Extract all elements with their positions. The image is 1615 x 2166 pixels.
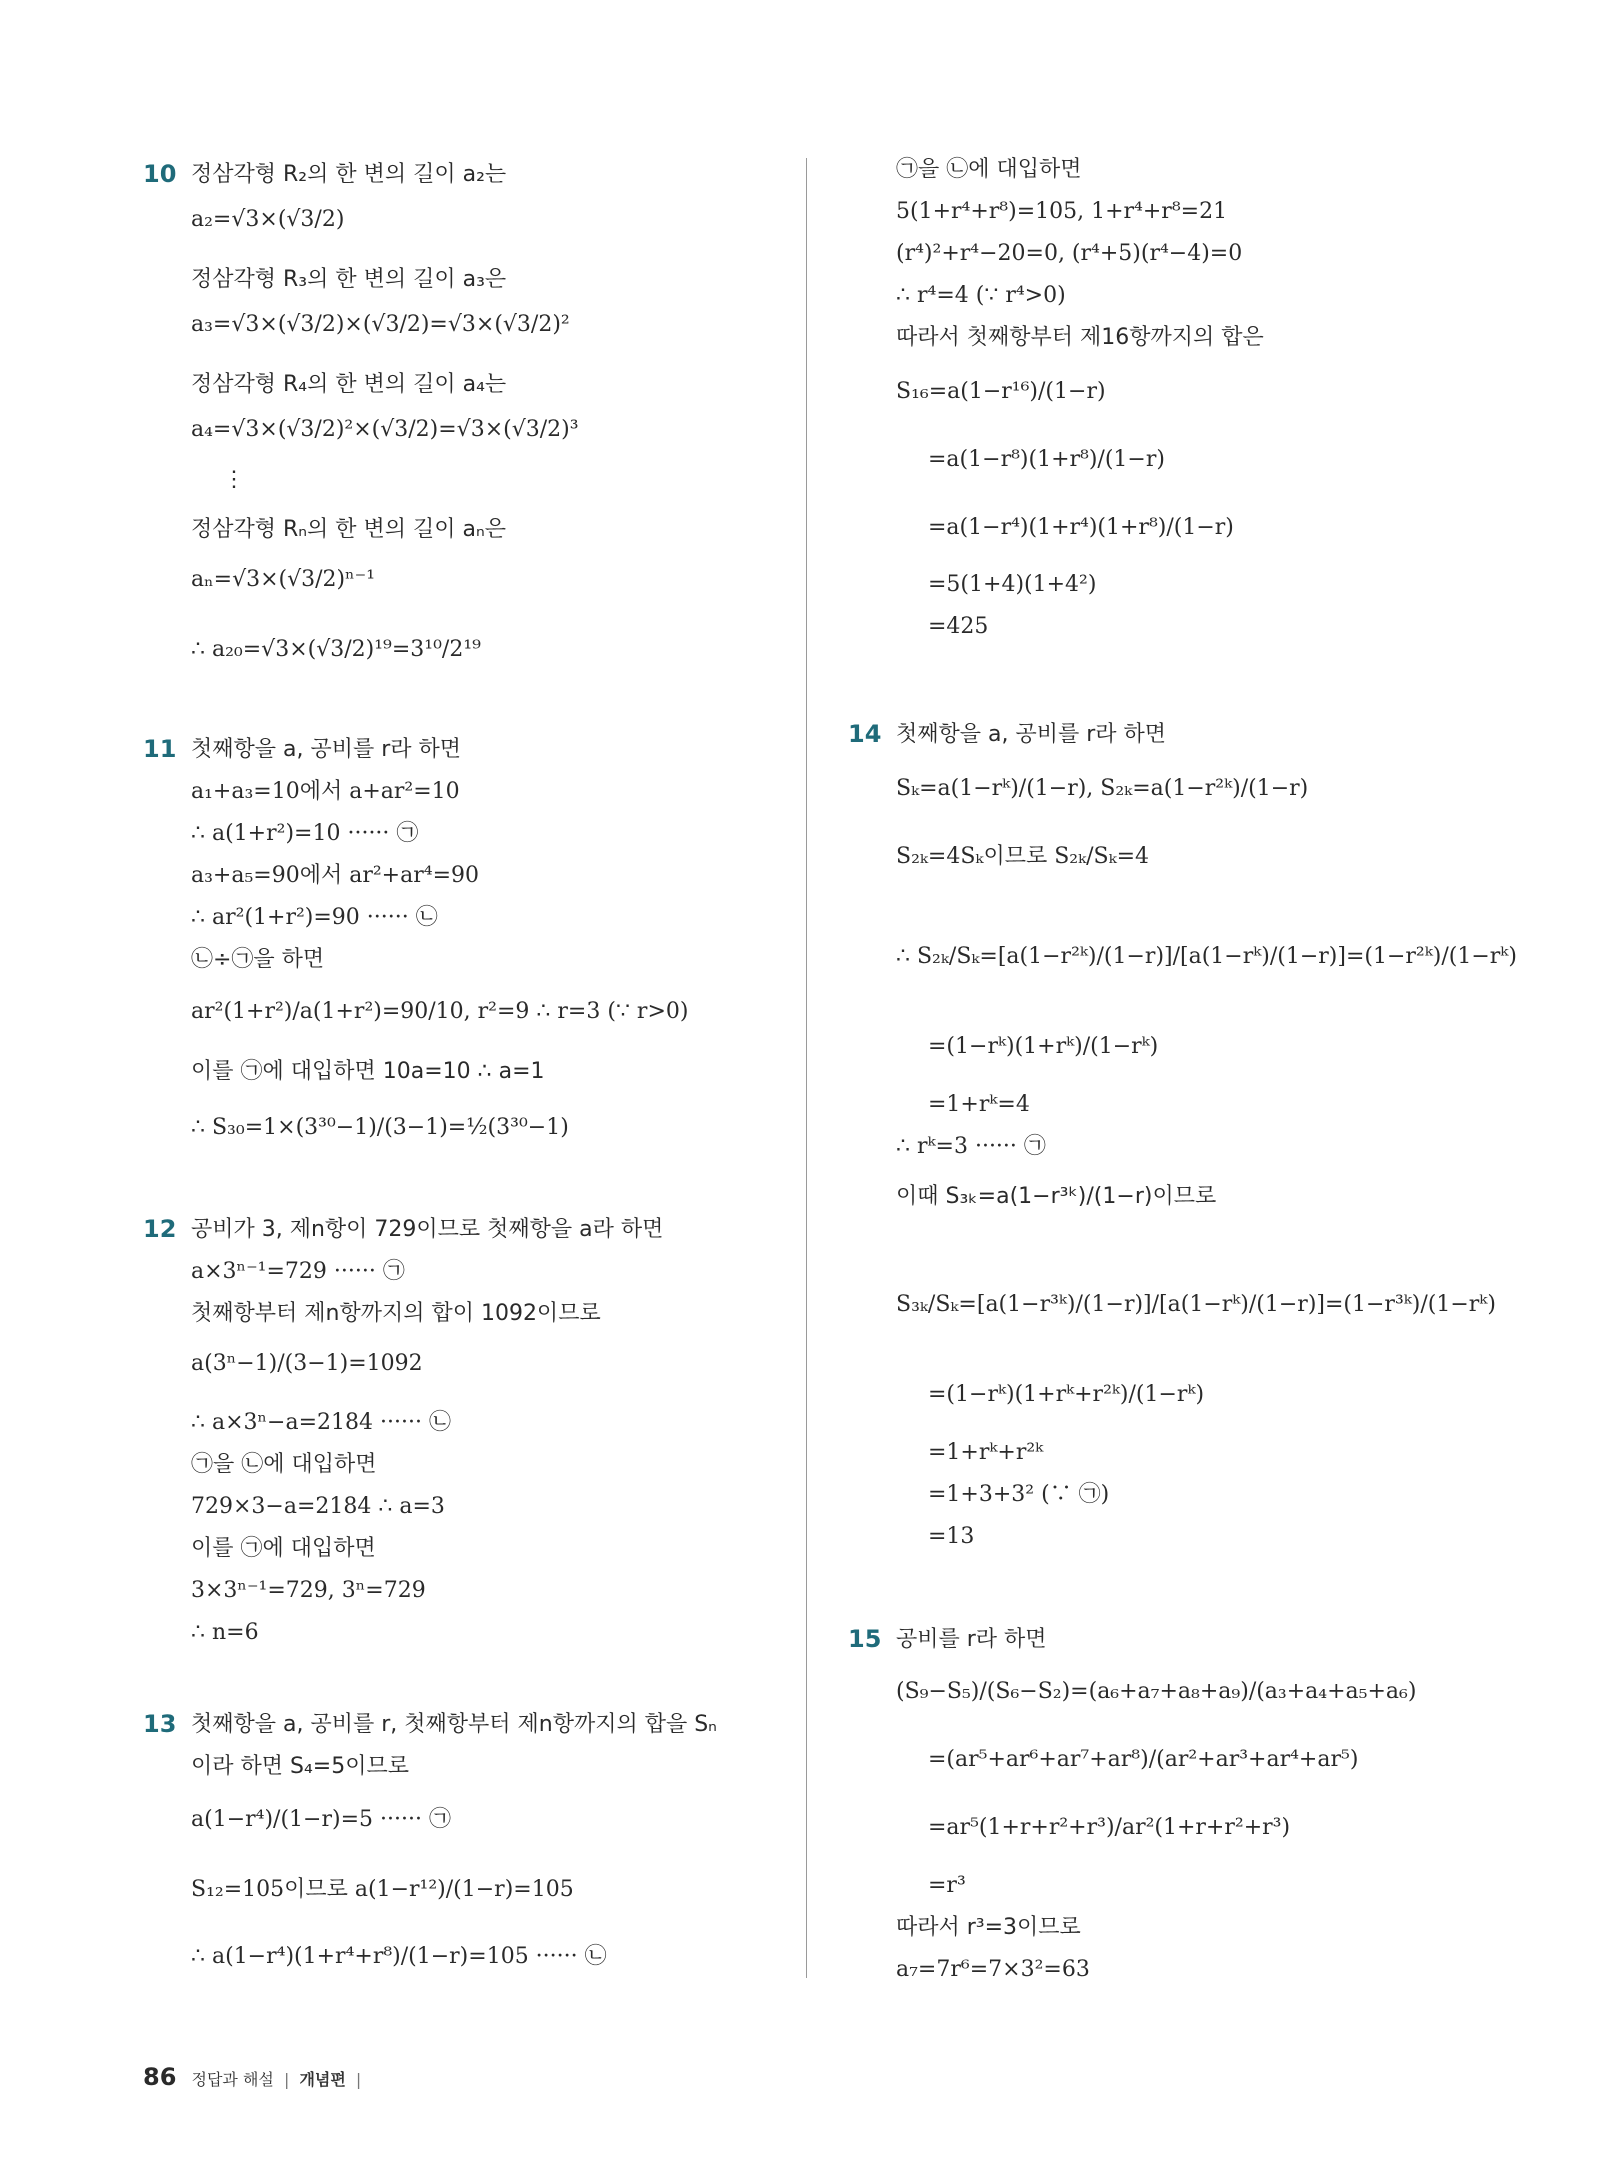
solution-line: =5(1+4)(1+4²) xyxy=(928,572,1097,597)
problem-number: 12 xyxy=(143,1215,177,1243)
solution-line: ∴ a₂₀=√3×(√3/2)¹⁹=3¹⁰/2¹⁹ xyxy=(191,637,481,662)
solution-line: ㉠을 ㉡에 대입하면 xyxy=(191,1452,377,1477)
solution-line: 이를 ㉠에 대입하면 xyxy=(191,1536,376,1561)
solution-line: ㉠을 ㉡에 대입하면 xyxy=(896,157,1082,182)
page-footer xyxy=(143,2063,366,2091)
footer-separator: | xyxy=(355,2070,362,2089)
footer-section: 개념편 xyxy=(299,2070,346,2089)
solution-line: 이라 하면 S₄=5이므로 xyxy=(191,1754,409,1779)
solution-line: 첫째항을 a, 공비를 r라 하면 xyxy=(191,737,462,762)
solution-line: =1+rᵏ=4 xyxy=(928,1092,1030,1117)
solution-line: a₁+a₃=10에서 a+ar²=10 xyxy=(191,779,460,804)
solution-line: ∴ r⁴=4 (∵ r⁴>0) xyxy=(896,283,1066,308)
solution-line: 정삼각형 R₄의 한 변의 길이 a₄는 xyxy=(191,372,507,397)
solution-line: =425 xyxy=(928,614,989,639)
solution-line: 3×3ⁿ⁻¹=729, 3ⁿ=729 xyxy=(191,1578,426,1603)
solution-line: 729×3−a=2184 ∴ a=3 xyxy=(191,1494,445,1519)
solution-line: a₂=√3×(√3/2) xyxy=(191,207,345,232)
solution-line: =1+3+3² (∵ ㉠) xyxy=(928,1482,1110,1507)
solution-line: Sₖ=a(1−rᵏ)/(1−r), S₂ₖ=a(1−r²ᵏ)/(1−r) xyxy=(896,776,1309,801)
solution-line: 이때 S₃ₖ=a(1−r³ᵏ)/(1−r)이므로 xyxy=(896,1184,1217,1209)
solution-line: 5(1+r⁴+r⁸)=105, 1+r⁴+r⁸=21 xyxy=(896,199,1228,224)
page-number: 86 xyxy=(143,2063,177,2091)
solution-line: 공비가 3, 제n항이 729이므로 첫째항을 a라 하면 xyxy=(191,1217,664,1242)
solution-line: ∴ S₂ₖ/Sₖ=[a(1−r²ᵏ)/(1−r)]/[a(1−rᵏ)/(1−r)]=(1−r²ᵏ)/(1−rᵏ) xyxy=(896,944,1517,969)
solution-line: a(3ⁿ−1)/(3−1)=1092 xyxy=(191,1351,423,1376)
solution-line: S₂ₖ=4Sₖ이므로 S₂ₖ/Sₖ=4 xyxy=(896,844,1150,869)
solution-line: ∴ a×3ⁿ−a=2184 ······ ㉡ xyxy=(191,1410,451,1435)
solution-line: ㉡÷㉠을 하면 xyxy=(191,947,325,972)
column-divider xyxy=(806,158,807,1978)
solution-line: a₃=√3×(√3/2)×(√3/2)=√3×(√3/2)² xyxy=(191,312,570,337)
solution-line: =ar⁵(1+r+r²+r³)/ar²(1+r+r²+r³) xyxy=(928,1815,1291,1840)
problem-number: 10 xyxy=(143,160,177,188)
solution-line: 정삼각형 R₂의 한 변의 길이 a₂는 xyxy=(191,162,507,187)
solution-line: ∴ S₃₀=1×(3³⁰−1)/(3−1)=½(3³⁰−1) xyxy=(191,1115,569,1140)
solution-line: aₙ=√3×(√3/2)ⁿ⁻¹ xyxy=(191,567,376,592)
solution-line: ar²(1+r²)/a(1+r²)=90/10, r²=9 ∴ r=3 (∵ r>0) xyxy=(191,999,689,1024)
solution-line: =(1−rᵏ)(1+rᵏ)/(1−rᵏ) xyxy=(928,1034,1159,1059)
footer-separator: | xyxy=(283,2070,290,2089)
solution-line: =a(1−r⁴)(1+r⁴)(1+r⁸)/(1−r) xyxy=(928,515,1234,540)
problem-number: 15 xyxy=(848,1625,882,1653)
solution-line: (r⁴)²+r⁴−20=0, (r⁴+5)(r⁴−4)=0 xyxy=(896,241,1243,266)
solution-line: S₃ₖ/Sₖ=[a(1−r³ᵏ)/(1−r)]/[a(1−rᵏ)/(1−r)]=(1−r³ᵏ)/(1−rᵏ) xyxy=(896,1292,1496,1317)
solution-line: =13 xyxy=(928,1524,975,1549)
solution-line: =(1−rᵏ)(1+rᵏ+r²ᵏ)/(1−rᵏ) xyxy=(928,1382,1205,1407)
solution-line: a₄=√3×(√3/2)²×(√3/2)=√3×(√3/2)³ xyxy=(191,417,579,442)
solution-line: =(ar⁵+ar⁶+ar⁷+ar⁸)/(ar²+ar³+ar⁴+ar⁵) xyxy=(928,1747,1359,1772)
solution-line: S₁₂=105이므로 a(1−r¹²)/(1−r)=105 xyxy=(191,1877,574,1902)
solution-line: S₁₆=a(1−r¹⁶)/(1−r) xyxy=(896,379,1106,404)
solution-line: ∴ a(1+r²)=10 ······ ㉠ xyxy=(191,821,419,846)
solution-line: 첫째항부터 제n항까지의 합이 1092이므로 xyxy=(191,1301,601,1326)
solution-line: 첫째항을 a, 공비를 r라 하면 xyxy=(896,722,1167,747)
problem-number: 13 xyxy=(143,1710,177,1738)
solution-line: a₇=7r⁶=7×3²=63 xyxy=(896,1957,1090,1982)
solution-line: ∴ rᵏ=3 ······ ㉠ xyxy=(896,1134,1046,1159)
solution-line: 정삼각형 Rₙ의 한 변의 길이 aₙ은 xyxy=(191,517,507,542)
solution-line: 따라서 r³=3이므로 xyxy=(896,1915,1081,1940)
solution-line: 이를 ㉠에 대입하면 10a=10 ∴ a=1 xyxy=(191,1059,545,1084)
solution-line: a×3ⁿ⁻¹=729 ······ ㉠ xyxy=(191,1259,405,1284)
solution-line: ∴ a(1−r⁴)(1+r⁴+r⁸)/(1−r)=105 ······ ㉡ xyxy=(191,1944,607,1969)
solution-line: =a(1−r⁸)(1+r⁸)/(1−r) xyxy=(928,447,1165,472)
solution-line: =1+rᵏ+r²ᵏ xyxy=(928,1440,1044,1465)
solution-line: a₃+a₅=90에서 ar²+ar⁴=90 xyxy=(191,863,479,888)
solution-line: (S₉−S₅)/(S₆−S₂)=(a₆+a₇+a₈+a₉)/(a₃+a₄+a₅+a₆) xyxy=(896,1679,1417,1704)
solution-line: 정삼각형 R₃의 한 변의 길이 a₃은 xyxy=(191,267,507,292)
solution-line: 첫째항을 a, 공비를 r, 첫째항부터 제n항까지의 합을 Sₙ xyxy=(191,1712,717,1737)
solution-line: ∴ n=6 xyxy=(191,1620,259,1645)
problem-number: 11 xyxy=(143,735,177,763)
solution-line: 공비를 r라 하면 xyxy=(896,1627,1047,1652)
solution-line: ∴ ar²(1+r²)=90 ······ ㉡ xyxy=(191,905,438,930)
solution-line: a(1−r⁴)/(1−r)=5 ······ ㉠ xyxy=(191,1807,451,1832)
solution-line: =r³ xyxy=(928,1873,966,1898)
problem-number: 14 xyxy=(848,720,882,748)
solution-line: 따라서 첫째항부터 제16항까지의 합은 xyxy=(896,325,1264,350)
solution-line: ⋮ xyxy=(223,467,245,492)
footer-label: 정답과 해설 xyxy=(191,2070,274,2089)
